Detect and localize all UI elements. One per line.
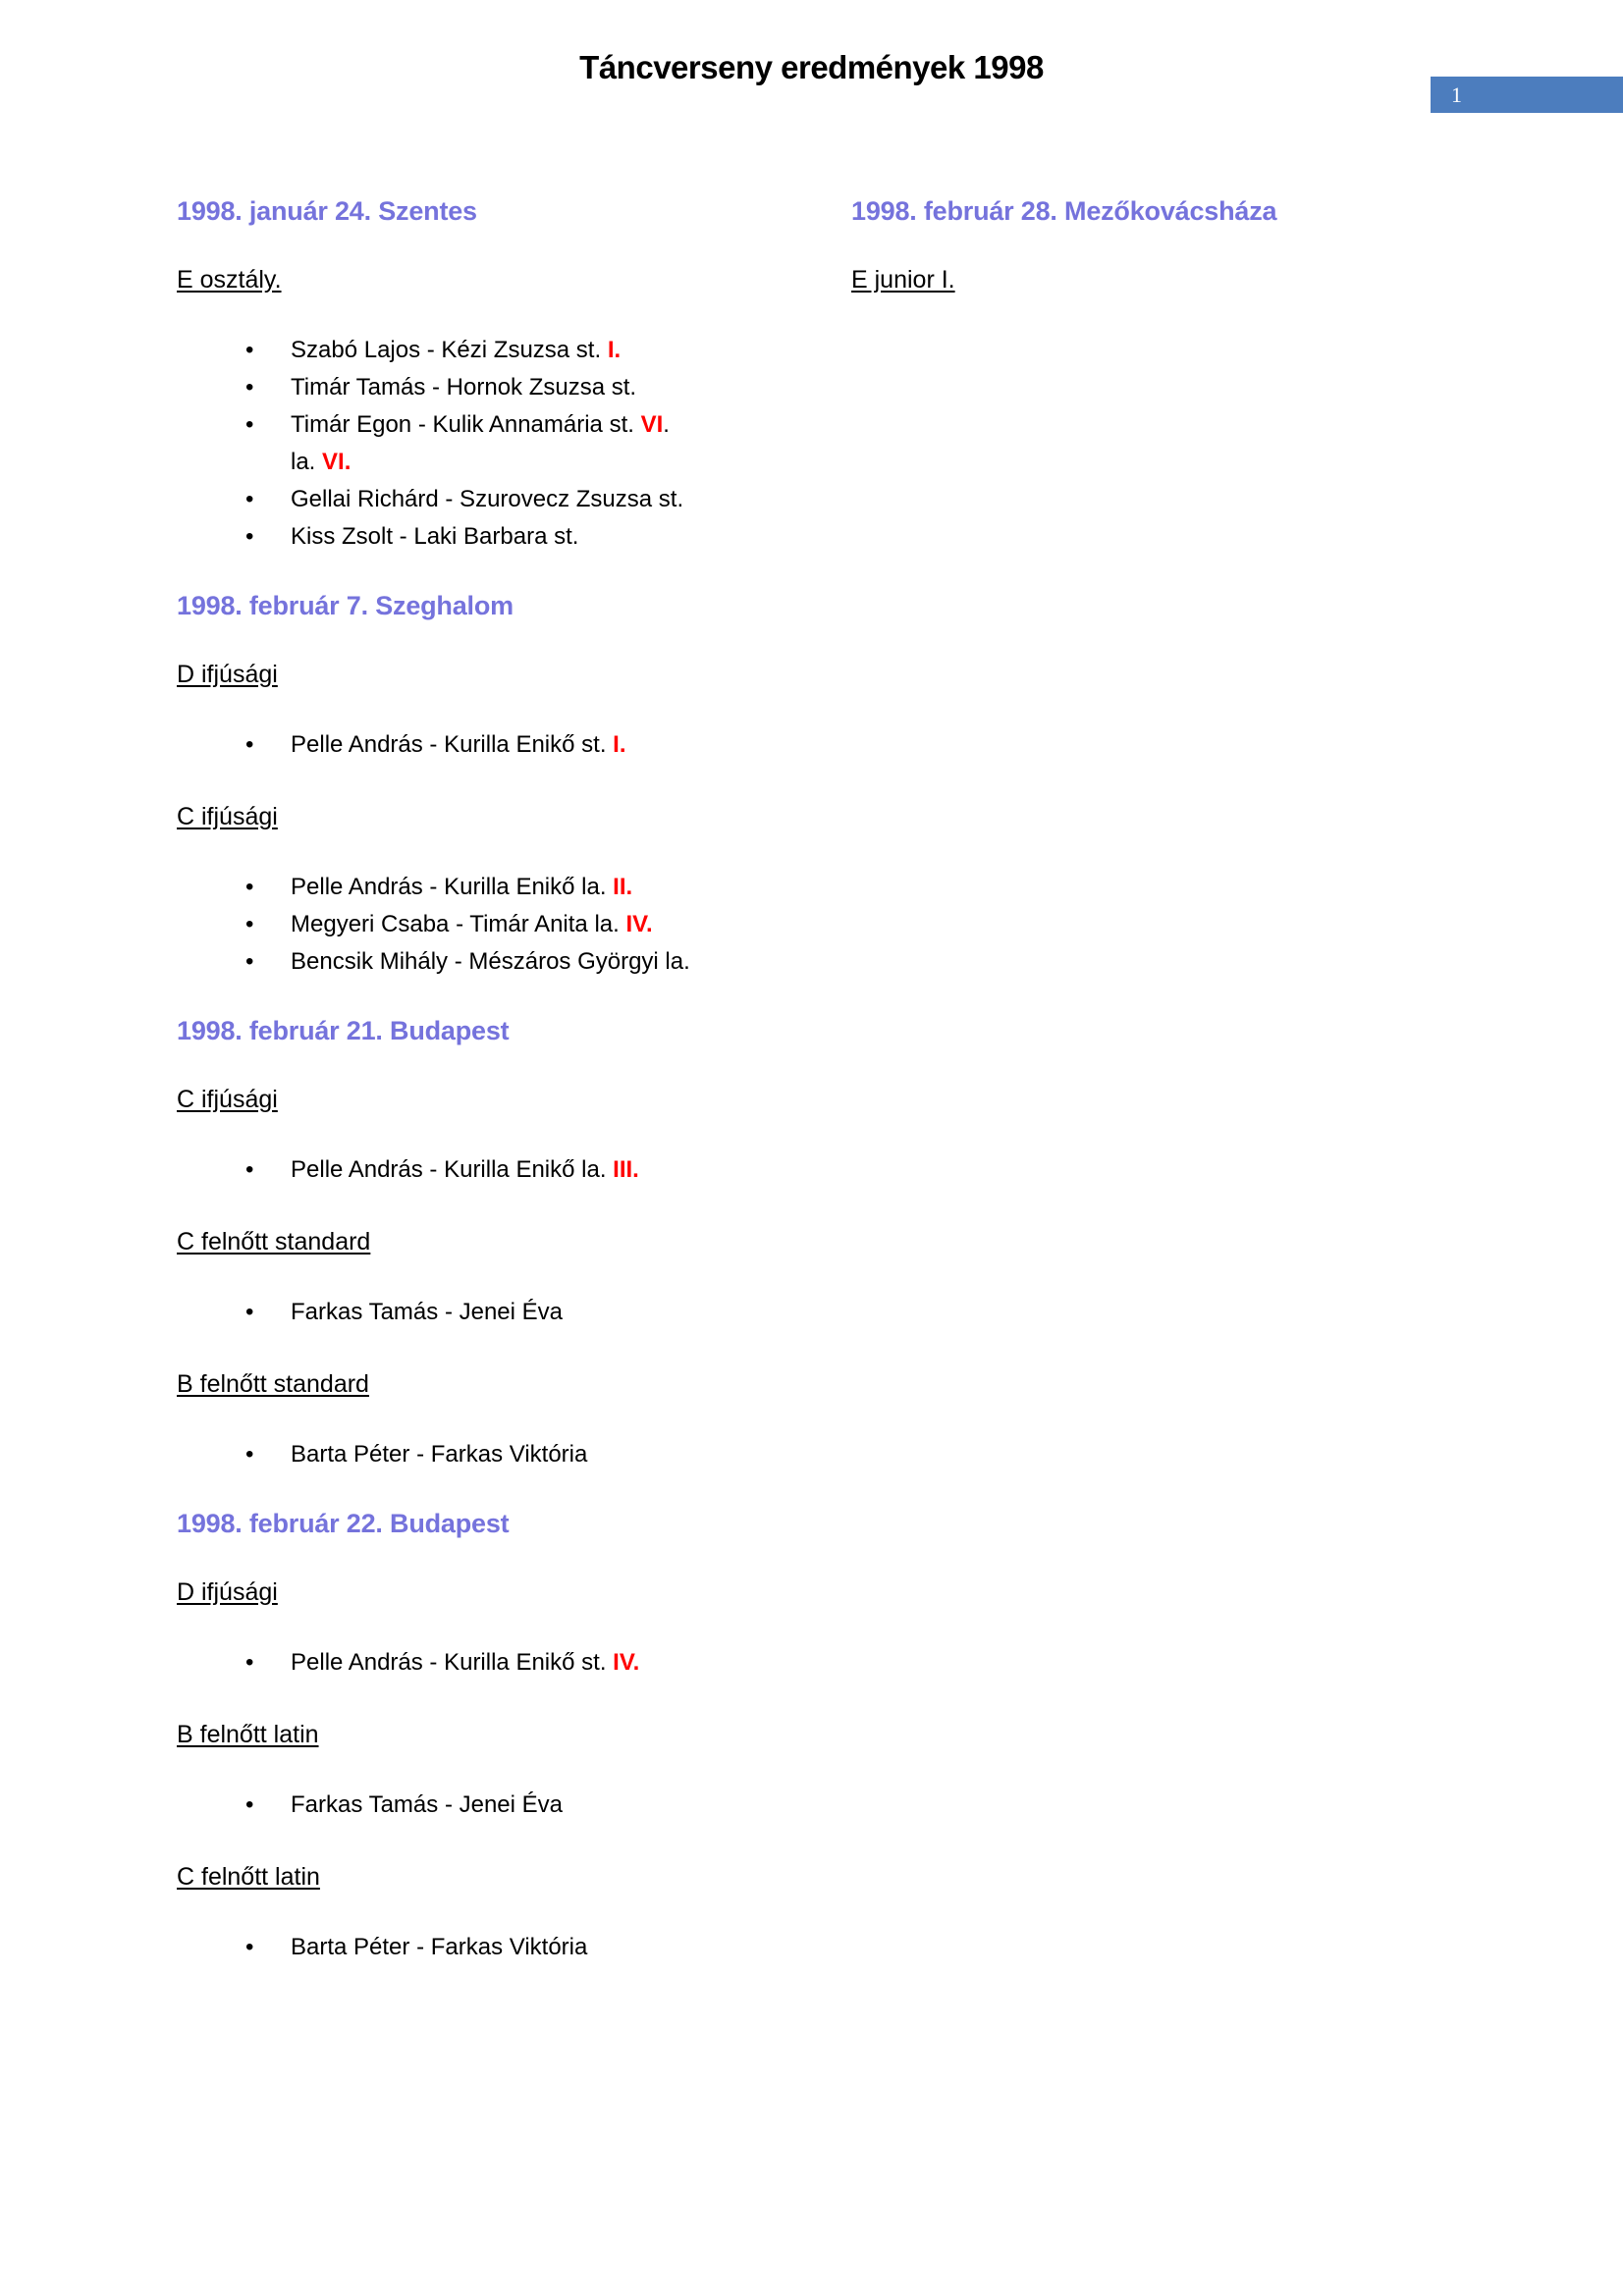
- result-text: .: [663, 411, 670, 438]
- category-label: E junior I.: [851, 266, 955, 294]
- result-item: [245, 332, 786, 369]
- result-item: [245, 1151, 786, 1189]
- result-rank: VI.: [322, 449, 352, 475]
- category-label: C felnőtt standard: [177, 1228, 371, 1255]
- result-rank: IV.: [625, 911, 653, 937]
- results-list: [177, 1436, 786, 1473]
- result-item: [245, 906, 786, 943]
- result-text: Kiss Zsolt - Laki Barbara st.: [291, 523, 579, 550]
- event-heading: 1998. február 7. Szeghalom: [177, 591, 514, 620]
- event-heading: 1998. február 22. Budapest: [177, 1509, 510, 1538]
- result-item: [245, 1929, 786, 1966]
- result-item: [245, 869, 786, 906]
- result-text: Pelle András - Kurilla Enikő la.: [291, 874, 614, 900]
- category-label: D ifjúsági: [177, 1578, 278, 1606]
- result-item: [245, 369, 786, 406]
- column-right: [851, 196, 1461, 1966]
- result-text: Pelle András - Kurilla Enikő st.: [291, 731, 614, 758]
- results-list: [177, 332, 786, 556]
- event-heading: 1998. február 28. Mezőkovácsháza: [851, 196, 1277, 226]
- event-heading: 1998. január 24. Szentes: [177, 196, 477, 226]
- result-text: Barta Péter - Farkas Viktória: [291, 1934, 588, 1960]
- category-label: C ifjúsági: [177, 803, 278, 830]
- event-section: [851, 196, 1461, 294]
- result-rank: I.: [607, 337, 622, 363]
- category-label: C felnőtt latin: [177, 1863, 320, 1891]
- column-left: [177, 196, 786, 1966]
- result-text: Timár Egon - Kulik Annamária st.: [291, 411, 641, 438]
- result-item: [245, 1294, 786, 1331]
- page-title: Táncverseny eredmények 1998: [579, 49, 1044, 85]
- category-label: C ifjúsági: [177, 1086, 278, 1113]
- event-section: [177, 1016, 786, 1473]
- results-list: [177, 1644, 786, 1682]
- result-text: Farkas Tamás - Jenei Éva: [291, 1299, 563, 1325]
- result-item: [245, 1644, 786, 1682]
- result-rank: III.: [613, 1156, 639, 1183]
- result-text: la.: [291, 449, 323, 475]
- result-item: [245, 518, 786, 556]
- result-text: Szabó Lajos - Kézi Zsuzsa st.: [291, 337, 608, 363]
- result-item: [245, 406, 786, 481]
- document-columns: [0, 196, 1623, 1966]
- result-text: Farkas Tamás - Jenei Éva: [291, 1791, 563, 1818]
- result-text: Gellai Richárd - Szurovecz Zsuzsa st.: [291, 486, 684, 512]
- result-item: [245, 943, 786, 981]
- results-list: [177, 1151, 786, 1189]
- result-rank: I.: [613, 731, 626, 758]
- result-rank: IV.: [613, 1649, 640, 1676]
- category-label: B felnőtt latin: [177, 1721, 319, 1748]
- results-list: [177, 1787, 786, 1824]
- event-section: [177, 1509, 786, 1966]
- event-section: [177, 196, 786, 556]
- event-heading: 1998. február 21. Budapest: [177, 1016, 510, 1045]
- result-text: Timár Tamás - Hornok Zsuzsa st.: [291, 374, 637, 400]
- result-text: Bencsik Mihály - Mészáros Györgyi la.: [291, 948, 690, 975]
- category-label: E osztály.: [177, 266, 282, 294]
- result-rank: II.: [613, 874, 633, 900]
- page-number-badge: [1431, 77, 1623, 113]
- result-text: Pelle András - Kurilla Enikő st.: [291, 1649, 614, 1676]
- page-number: 1: [1451, 81, 1462, 107]
- result-rank: VI: [640, 411, 664, 438]
- result-text: Pelle András - Kurilla Enikő la.: [291, 1156, 614, 1183]
- result-item: [245, 481, 786, 518]
- results-list: [177, 726, 786, 764]
- result-item: [245, 1787, 786, 1824]
- result-item: [245, 726, 786, 764]
- result-text: Barta Péter - Farkas Viktória: [291, 1441, 588, 1468]
- results-list: [177, 869, 786, 981]
- result-item: [245, 1436, 786, 1473]
- results-list: [177, 1929, 786, 1966]
- result-text: Megyeri Csaba - Timár Anita la.: [291, 911, 626, 937]
- event-section: [177, 591, 786, 981]
- category-label: D ifjúsági: [177, 661, 278, 688]
- results-list: [177, 1294, 786, 1331]
- category-label: B felnőtt standard: [177, 1370, 369, 1398]
